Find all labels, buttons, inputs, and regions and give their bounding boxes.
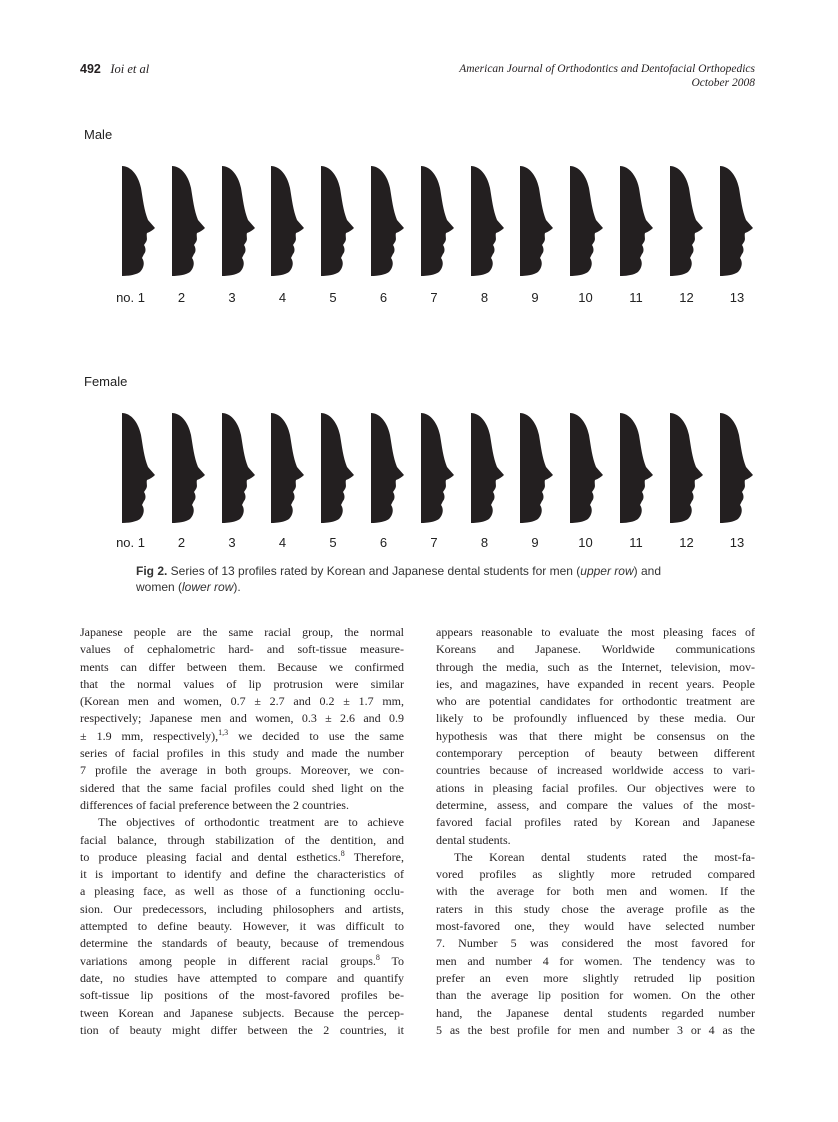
profile-number-label: 3 xyxy=(228,535,236,550)
text-line xyxy=(436,641,755,658)
text-segment: respectively; Japanese men and women, 0.3 ± 2.6 and 0.9 xyxy=(80,711,404,726)
body-column-right xyxy=(436,624,755,1039)
text-segment: Koreans and Japanese. Worldwide communications xyxy=(436,642,755,657)
profile-number-label: 11 xyxy=(629,290,643,305)
profile-silhouette xyxy=(620,413,654,523)
profile-number-label: 7 xyxy=(430,535,438,550)
text-segment: dental students. xyxy=(436,832,511,847)
profile-number-label: 7 xyxy=(430,290,438,305)
text-segment: ations in pleasing facial profiles. Our objectives were to xyxy=(436,780,755,795)
text-line xyxy=(80,935,404,952)
profile-silhouette xyxy=(172,166,206,276)
profile-silhouette xyxy=(471,413,505,523)
text-segment: appears reasonable to evaluate the most pleasing faces of xyxy=(436,625,755,639)
running-header-right xyxy=(459,62,755,90)
text-line xyxy=(80,849,404,866)
text-line xyxy=(80,901,404,918)
caption-text: women ( xyxy=(136,580,183,594)
text-line xyxy=(80,624,404,641)
caption-italic: upper row xyxy=(580,564,634,578)
text-line xyxy=(80,918,404,935)
text-line xyxy=(80,797,404,814)
profile-silhouette xyxy=(670,413,704,523)
text-segment: than the average lip position for women. On the other xyxy=(436,988,755,1003)
text-line xyxy=(80,659,404,676)
profile-silhouette xyxy=(222,166,256,276)
text-segment: The Korean dental students rated the most-fa- xyxy=(454,849,755,864)
text-line xyxy=(436,780,755,797)
profile-silhouette xyxy=(222,413,256,523)
text-segment: sidered that the same facial profiles could shed light on the xyxy=(80,780,404,795)
profile-number-label: 9 xyxy=(531,290,539,305)
profile-number-label: 5 xyxy=(329,535,337,550)
profile-number-label: 4 xyxy=(278,535,287,550)
profile-number-label: no. 1 xyxy=(116,290,145,305)
text-segment: raters in this study chose the average profile as the xyxy=(436,901,755,916)
profile-silhouette xyxy=(421,413,455,523)
text-line xyxy=(80,676,404,693)
text-line xyxy=(80,641,404,658)
text-segment: countries because of increased worldwide access to vari- xyxy=(436,763,755,778)
text-line xyxy=(436,849,755,866)
text-line xyxy=(436,987,755,1004)
text-segment: facial balance, through stabilization of the dentition, and xyxy=(80,832,404,847)
text-line xyxy=(436,918,755,935)
profile-number-label: 12 xyxy=(679,290,694,305)
profile-number-label: 8 xyxy=(480,535,489,550)
profile-number-label: 2 xyxy=(177,535,186,550)
caption-italic: lower row xyxy=(182,580,234,594)
profile-number-label: 8 xyxy=(480,290,489,305)
text-segment: men and number 4 for women. The tendency was to xyxy=(436,953,755,968)
text-line xyxy=(436,745,755,762)
text-line xyxy=(436,676,755,693)
caption-text: Series of 13 profiles rated by Korean and Japanese dental students for men ( xyxy=(167,564,581,578)
text-line xyxy=(80,710,404,727)
profile-silhouette xyxy=(321,166,355,276)
text-segment: hand, the Japanese dental students regarded number xyxy=(436,1005,755,1020)
page-number: 492 xyxy=(80,62,101,76)
text-segment: prefer an even more slightly retruded lip position xyxy=(436,970,755,985)
text-segment: determine the standards of beauty, because of tremendous xyxy=(80,936,404,951)
text-segment: determine, assess, and compare the values of the most- xyxy=(436,797,755,812)
text-segment: through the media, such as the Internet, television, mov- xyxy=(436,659,755,674)
profile-silhouette xyxy=(271,413,305,523)
text-segment: 5 as the best profile for men and number 3 or 4 as the xyxy=(436,1022,755,1037)
text-segment: date, no studies have attempted to compare and quantify xyxy=(80,970,404,985)
text-line xyxy=(436,953,755,970)
profile-number-label: 9 xyxy=(531,535,539,550)
citation-superscript: 8 xyxy=(375,952,380,962)
profile-number-label: 2 xyxy=(177,290,186,305)
text-segment: likely to be profoundly influenced by these media. Our xyxy=(436,711,755,726)
text-segment: soft-tissue lip positions of the most-favored profiles be- xyxy=(80,988,404,1003)
text-line xyxy=(436,883,755,900)
text-line xyxy=(80,693,404,710)
issue-date: October 2008 xyxy=(691,77,755,89)
profile-silhouette xyxy=(670,166,704,276)
text-line xyxy=(436,710,755,727)
row-label-female: Female xyxy=(84,374,128,389)
text-line xyxy=(80,745,404,762)
profile-silhouette xyxy=(122,413,156,523)
text-line xyxy=(80,728,404,745)
text-line xyxy=(436,1005,755,1022)
text-segment: (Korean men and women, 0.7 ± 2.7 and 0.2 ± 1.7 mm, xyxy=(80,694,404,709)
text-line xyxy=(80,883,404,900)
text-segment: hypothesis was that there might be consensus on the xyxy=(436,728,755,743)
text-line xyxy=(80,970,404,987)
text-segment: attempted to define beauty. However, it was difficult to xyxy=(80,919,404,934)
text-segment: it is important to identify and define the characteristics of xyxy=(80,867,404,882)
profile-number-label: 11 xyxy=(629,535,643,550)
text-segment: values of cephalometric hard- and soft-tissue measure- xyxy=(80,642,404,657)
profile-number-label: 13 xyxy=(729,535,745,550)
profile-silhouette xyxy=(570,166,604,276)
profile-number-label: no. 1 xyxy=(116,535,145,550)
text-line xyxy=(436,797,755,814)
text-segment: tion of beauty might differ between the 2 countries, it xyxy=(80,1022,404,1037)
text-line xyxy=(436,728,755,745)
profile-silhouette xyxy=(471,166,505,276)
profile-number-label: 13 xyxy=(729,290,745,305)
text-line xyxy=(436,693,755,710)
row-label-male: Male xyxy=(84,127,113,142)
text-segment: that the normal values of lip protrusion were similar xyxy=(80,676,404,691)
text-line xyxy=(436,935,755,952)
profile-number-label: 5 xyxy=(329,290,337,305)
caption-text: ) and xyxy=(633,564,661,578)
text-segment: ments can differ between them. Because we confirmed xyxy=(80,659,404,674)
journal-title: American Journal of Orthodontics and Dentofacial Orthopedics xyxy=(459,63,755,75)
text-segment: favored facial profiles rated by Korean and Japanese xyxy=(436,815,755,830)
profile-number-label: 3 xyxy=(228,290,236,305)
profile-number-label: 4 xyxy=(278,290,287,305)
profile-silhouette xyxy=(321,413,355,523)
text-line xyxy=(80,953,404,970)
text-segment: series of facial profiles in this study and made the number xyxy=(80,746,404,761)
text-segment: Therefore, xyxy=(344,849,404,864)
text-line xyxy=(80,762,404,779)
running-header-left xyxy=(80,62,149,77)
profile-silhouette xyxy=(371,413,405,523)
text-line xyxy=(80,1005,404,1022)
text-line xyxy=(80,1022,404,1039)
profile-silhouette xyxy=(172,413,206,523)
running-authors: Ioi et al xyxy=(110,62,150,76)
profile-silhouette xyxy=(421,166,455,276)
profile-number-label: 10 xyxy=(578,535,593,550)
profile-number-label: 6 xyxy=(379,535,388,550)
profile-number-label: 10 xyxy=(578,290,593,305)
citation-superscript: 1,3 xyxy=(218,727,229,737)
text-line xyxy=(436,901,755,918)
text-segment: 7 profile the average in both groups. Moreover, we con- xyxy=(80,763,404,778)
profile-silhouette xyxy=(620,166,654,276)
profile-silhouette xyxy=(720,166,754,276)
text-segment: differences of facial preference between the 2 countries. xyxy=(80,797,349,812)
profile-silhouette xyxy=(520,413,554,523)
body-column-left xyxy=(80,624,404,1039)
text-line xyxy=(80,987,404,1004)
profile-number-label: 6 xyxy=(379,290,388,305)
text-segment: ies, and magazines, have expanded in recent years. People xyxy=(436,676,755,691)
profile-silhouette xyxy=(271,166,305,276)
figure-caption xyxy=(136,563,736,595)
text-segment: The objectives of orthodontic treatment are to achieve xyxy=(98,815,404,830)
text-segment: with the average for both men and women. If the xyxy=(436,884,755,899)
text-line xyxy=(436,832,755,849)
text-line xyxy=(436,814,755,831)
text-segment: tween Korean and Japanese subjects. Because the percep- xyxy=(80,1005,404,1020)
profile-silhouette xyxy=(122,166,156,276)
profile-silhouette xyxy=(520,166,554,276)
text-line xyxy=(80,814,404,831)
text-segment: sion. Our predecessors, including philosophers and artists, xyxy=(80,901,404,916)
text-line xyxy=(80,832,404,849)
text-line xyxy=(436,1022,755,1039)
text-segment: we decided to use the same xyxy=(228,728,404,743)
text-line xyxy=(436,762,755,779)
citation-superscript: 8 xyxy=(340,848,345,858)
caption-label: Fig 2. xyxy=(136,564,168,578)
text-segment: 7. Number 5 was considered the most favored for xyxy=(436,936,755,951)
profile-number-label: 12 xyxy=(679,535,694,550)
text-segment: variations among people in different racial groups. xyxy=(80,953,376,968)
text-segment: most-favored one, they would have selected number xyxy=(436,919,755,934)
profile-silhouette xyxy=(371,166,405,276)
text-segment: Japanese people are the same racial group, the normal xyxy=(80,625,404,639)
text-segment: To xyxy=(379,953,404,968)
text-line xyxy=(80,866,404,883)
text-segment: a pleasing face, as well as those of a functioning occlu- xyxy=(80,884,404,899)
text-line xyxy=(436,624,755,641)
text-segment: contemporary perception of beauty between different xyxy=(436,746,755,761)
text-line xyxy=(436,866,755,883)
text-segment: vored profiles as slightly more retruded compared xyxy=(436,867,755,882)
text-segment: to produce pleasing facial and dental esthetics. xyxy=(80,849,341,864)
text-segment: who are potential candidates for orthodontic treatment are xyxy=(436,694,755,709)
caption-text: ). xyxy=(233,580,241,594)
text-line xyxy=(436,970,755,987)
profile-silhouette xyxy=(720,413,754,523)
text-line xyxy=(436,659,755,676)
text-line xyxy=(80,780,404,797)
profile-silhouette xyxy=(570,413,604,523)
text-segment: ± 1.9 mm, respectively), xyxy=(80,728,219,743)
